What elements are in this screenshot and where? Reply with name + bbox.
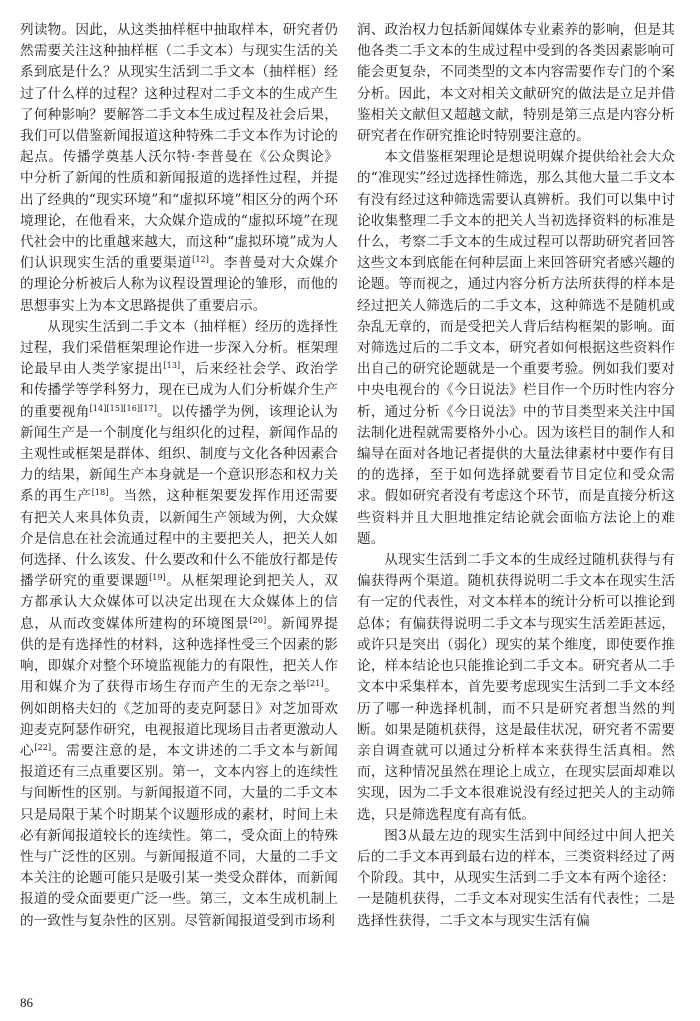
text-run: 从现实生活到二手文本（抽样框）经历的选择性过程，我们采借框架理论作进一步深入分析。框架理论最早由人类学家提出 (20, 318, 338, 378)
text-run: ，后来经社会学、政治学和传播学等学科努力，现在已成为人们分析媒介生产的重要视角 (20, 361, 339, 420)
citation-ref: [12] (192, 255, 209, 265)
text-run: 润、政治权力包括新闻媒体专业素养的影响，但是其他各类二手文本的生成过程中受到的各类因素影响可能会更复杂，不同类型的文本内容需要作专门的个案分析。因此，本文对相关文献研究的做法是立足并借鉴相关文献但又超越文献，特别是第三点是内容分析研究者在作研究推论时特别要注意的。 (357, 22, 675, 145)
text-run: 本文借鉴框架理论是想说明媒介提供给社会大众的“准现实”经过选择性筛选，那么其他大量二手文本有没有经过这种筛选需要认真辨析。我们可以集中讨论收集整理二手文本的把关人当初选择资料的标准是什么，考察二手文本的生成过程可以帮助研究者回答这些文本到底能在何种层面上来回答研究者感兴趣的论题。等而视之，通过内容分析方法所获得的样本是经过把关人筛选后的二手文本，这种筛选不是随机或杂乱无章的，而是受把关人背后结构框架的影响。面对筛选过后的二手文本，研究者如何根据这些资料作出自己的研究论题就是一个重要考验。例如我们要对中央电视台的《今日说法》栏目作一个历时性内容分析，通过分析《今日说法》中的节目类型来关注中国法制化进程就需要格外小心。因为该栏目的制作人和编导在面对各地记者提供的大量法律素材中要作有目的的选择，至于如何选择就要看节目定位和受众需求。假如研究者没有考虑这个环节，而是直接分析这些资料并且大胆地推定结论就会面临方法论上的难题。 (357, 149, 675, 547)
text-run: 。需要注意的是，本文讲述的二手文本与新闻报道还有三点重要区别。第一，文本内容上的连续性与间断性的区别。与新闻报道不同，大量的二手文本只是局限于某个时期某个议题形成的素材，时间上未必有新闻报道较长的连续性。第二，受众面上的特殊性与广泛性的区别。与新闻报道不同，大量的二手文本关注的论题可能只是吸引某一类受众群体，而新闻报道的受众面要更广泛一些。第三，文本生成机制上的一致性与复杂性的区别。尽管新闻报道受到市场利 (20, 742, 338, 929)
left-column (20, 20, 338, 932)
text-run: 。当然，这种框架要发挥作用还需要有把关人来具体负责，以新闻生产领域为例，大众媒介是信息在社会流通过程中的主要把关人，把关人如何选择、什么该发、什么要改和什么不能放行都是传播学研究的重要课题 (20, 488, 339, 590)
text-run: 。李普曼对大众媒介的理论分析被后人称为议程设置理论的雏形，而他的思想事实上为本文思路提供了重要启示。 (20, 255, 338, 314)
paragraph (357, 826, 675, 932)
right-column (357, 20, 675, 932)
paragraph (357, 550, 675, 826)
citation-ref: [20] (249, 615, 267, 625)
text-run: 从现实生活到二手文本的生成经过随机获得与有偏获得两个渠道。随机获得说明二手文本在现实生活有一定的代表性，对文本样本的统计分析可以推论到总体；有偏获得说明二手文本与现实生活差距甚远，或许只是突出（弱化）现实的某个维度，即使要作推论，样本结论也只能推论到二手文本。研究者从二手文本中采集样本，首先要考虑现实生活到二手文本经历了哪一种选择机制，而不只是研究者想当然的判断。如果是随机获得，这是最佳状况，研究者不需要亲自调查就可以通过分析样本来获得生活真相。然而，这种情况虽然在理论上成立，在现实层面却难以实现，因为二手文本很难说没有经过把关人的主动筛选，只是筛选程度有高有低。 (357, 552, 675, 823)
text-run: 。以传播学为例，该理论认为新闻生产是一个制度化与组织化的过程，新闻作品的主观性或框架是群体、组织、制度与文化各种因素合力的结果，新闻生产本身就是一个意识形态和权力关系的再生产 (20, 403, 338, 505)
citation-ref: [14][15][16][17] (89, 403, 157, 413)
text-run: 图3从最左边的现实生活到中间经过中间人把关后的二手文本再到最右边的样本，三类资料经过了两个阶段。其中，从现实生活到二手文本有两个途径：一是随机获得，二手文本对现实生活有代表性；二是选择性获得，二手文本与现实生活有偏 (357, 827, 675, 929)
text-run: 。从框架理论到把关人，双方都承认大众媒体可以决定出现在大众媒体上的信息，从而改变媒体所建构的环境图景 (20, 573, 338, 632)
text-run: 。例如朗格夫妇的《芝加哥的麦克阿瑟日》对芝加哥欢迎麦克阿瑟作研究，电视报道比现场目击者更激动人心 (20, 679, 338, 759)
page-number: 86 (20, 995, 33, 1010)
text-run: 列读物。因此，从这类抽样框中抽取样本，研究者仍然需要关注这种抽样框（二手文本）与现实生活的关系到底是什么？从现实生活到二手文本（抽样框）经过了什么样的过程？这种过程对二手文本的生成产生了何种影响？要解答二手文本生成过程及社会后果，我们可以借鉴新闻报道这种特殊二手文本作为讨论的起点。传播学奠基人沃尔特·李普曼在《公众舆论》中分析了新闻的性质和新闻报道的选择性过程，并提出了经典的“现实环境”和“虚拟环境”相区分的两个环境理论，在他看来，大众媒介造成的“虚拟环境”在现代社会中的比重越来越大，而这种“虚拟环境”成为人们认识现实生活的重要渠道 (20, 22, 338, 272)
paragraph (357, 147, 675, 550)
text-run: 。新闻界提供的是有选择性的材料，这种选择性受三个因素的影响，即媒介对整个环境监视能力的有限性，把关人作用和媒介为了获得市场生存而产生的无奈之举 (20, 615, 339, 696)
paragraph (20, 317, 338, 932)
citation-ref: [13] (163, 361, 181, 371)
paragraph (20, 20, 338, 317)
citation-ref: [19] (149, 573, 166, 583)
citation-ref: [21] (306, 679, 324, 689)
paragraph (357, 20, 675, 147)
citation-ref: [18] (91, 488, 109, 498)
citation-ref: [22] (34, 742, 52, 752)
